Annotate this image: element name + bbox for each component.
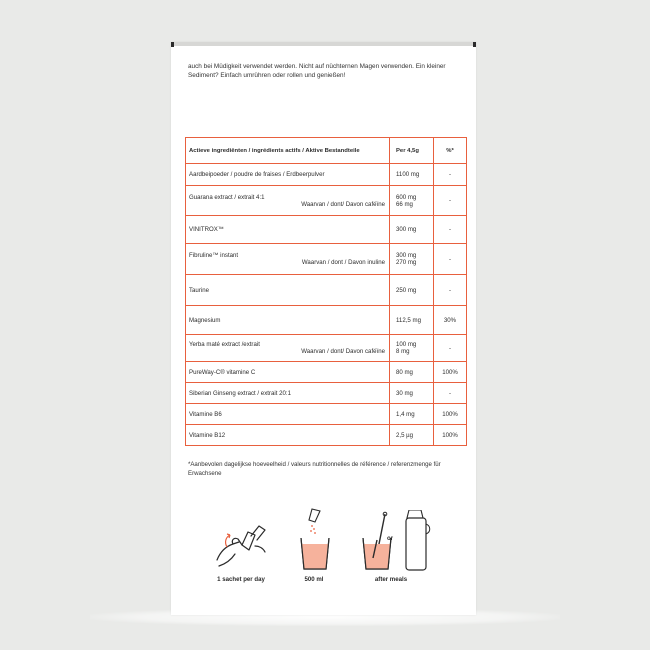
glass-with-sachet-icon bbox=[295, 508, 335, 572]
ingredient-percent: 100% bbox=[442, 410, 458, 418]
ingredient-percent: - bbox=[448, 286, 452, 294]
table-row bbox=[186, 164, 467, 186]
ingredient-percent: 30% bbox=[443, 316, 457, 324]
ingredient-amount: 100 mg bbox=[396, 341, 417, 348]
ingredient-amount: 1,4 mg bbox=[396, 410, 415, 418]
or-label: or bbox=[387, 535, 394, 542]
header-percent: %* bbox=[434, 138, 467, 164]
ingredient-amount: 112,5 mg bbox=[396, 316, 421, 324]
ingredient-amount: 600 mg bbox=[396, 193, 417, 201]
ingredient-amount: 300 mg bbox=[396, 226, 417, 233]
ingredient-name: Aardbeipoeder / poudre de fraises / Erdbeerpulver bbox=[189, 171, 325, 178]
ingredients-table bbox=[185, 137, 467, 446]
ingredient-subline: Waarvan / dont / Davon inuline bbox=[301, 259, 385, 266]
box-corner-right bbox=[473, 42, 476, 47]
ingredient-percent: - bbox=[448, 226, 452, 233]
table-row bbox=[186, 425, 467, 446]
ingredient-name: VINITROX™ bbox=[189, 226, 224, 233]
ingredient-subline: Waarvan / dont/ Davon caféïne bbox=[301, 348, 385, 355]
ingredient-amount: 1100 mg bbox=[396, 171, 420, 178]
ingredient-amount: 80 mg bbox=[396, 368, 413, 376]
usage-step-2-caption: 500 ml bbox=[304, 576, 324, 583]
ingredient-percent: - bbox=[448, 171, 452, 178]
header-ingredients: Actieve ingrediënten / ingrédients actifs / Aktive Bestandteile bbox=[186, 138, 390, 164]
header-per-serving: Per 4,5g bbox=[390, 138, 434, 164]
ingredient-amount-sub: 8 mg bbox=[396, 348, 410, 355]
ingredient-percent: - bbox=[448, 389, 452, 397]
table-row bbox=[186, 186, 467, 216]
glass-and-shaker-icon bbox=[357, 510, 437, 572]
ingredient-percent: 100% bbox=[442, 368, 458, 376]
table-row bbox=[186, 383, 467, 404]
ingredient-name: Vitamine B6 bbox=[189, 410, 222, 418]
table-header-row bbox=[186, 138, 467, 164]
ingredient-name: Vitamine B12 bbox=[189, 431, 226, 439]
ingredient-percent: - bbox=[448, 197, 452, 204]
ingredient-amount: 300 mg bbox=[396, 252, 417, 259]
table-row bbox=[186, 244, 467, 275]
box-top-flap bbox=[171, 42, 476, 46]
ingredient-name: Fibruline™ instant bbox=[189, 252, 239, 259]
ingredient-name: Magnesium bbox=[189, 316, 221, 324]
table-row bbox=[186, 216, 467, 244]
box-corner-left bbox=[171, 42, 174, 47]
ingredient-amount: 2,5 µg bbox=[396, 431, 414, 439]
ingredient-name: Yerba maté extract /extrait bbox=[189, 341, 260, 348]
ingredient-name: Siberian Ginseng extract / extrait 20:1 bbox=[189, 389, 291, 397]
ingredient-percent: - bbox=[448, 344, 452, 352]
ingredient-amount: 30 mg bbox=[396, 389, 413, 397]
ingredient-amount-sub: 270 mg bbox=[396, 259, 417, 266]
intro-text: auch bei Müdigkeit verwendet werden. Nicht auf nüchternen Magen verwenden. Ein kleiner Sediment? Einfach umrühren oder rollen und genießen! bbox=[188, 63, 446, 79]
table-row bbox=[186, 275, 467, 306]
usage-step-3-caption: after meals bbox=[374, 576, 408, 583]
ingredient-percent: 100% bbox=[442, 431, 458, 439]
ingredient-amount-sub: 66 mg bbox=[396, 200, 413, 208]
ingredient-subline: Waarvan / dont/ Davon caféïne bbox=[301, 200, 385, 208]
footnote: *Aanbevolen dagelijkse hoeveelheid / valeurs nutritionnelles de référence / referenzmenge für Erwachsene bbox=[188, 461, 441, 477]
usage-step-1-caption: 1 sachet per day bbox=[217, 576, 265, 583]
product-box-back bbox=[171, 42, 476, 615]
ingredient-percent: - bbox=[448, 255, 452, 263]
table-row bbox=[186, 335, 467, 362]
ingredient-amount: 250 mg bbox=[396, 286, 417, 294]
table-row bbox=[186, 404, 467, 425]
hand-tearing-sachet-icon bbox=[211, 520, 271, 572]
ingredient-name: Guarana extract / extrait 4:1 bbox=[189, 193, 265, 201]
table-row bbox=[186, 306, 467, 335]
ingredient-name: PureWay-C® vitamine C bbox=[189, 368, 256, 376]
ingredient-name: Taurine bbox=[189, 286, 209, 294]
table-row bbox=[186, 362, 467, 383]
